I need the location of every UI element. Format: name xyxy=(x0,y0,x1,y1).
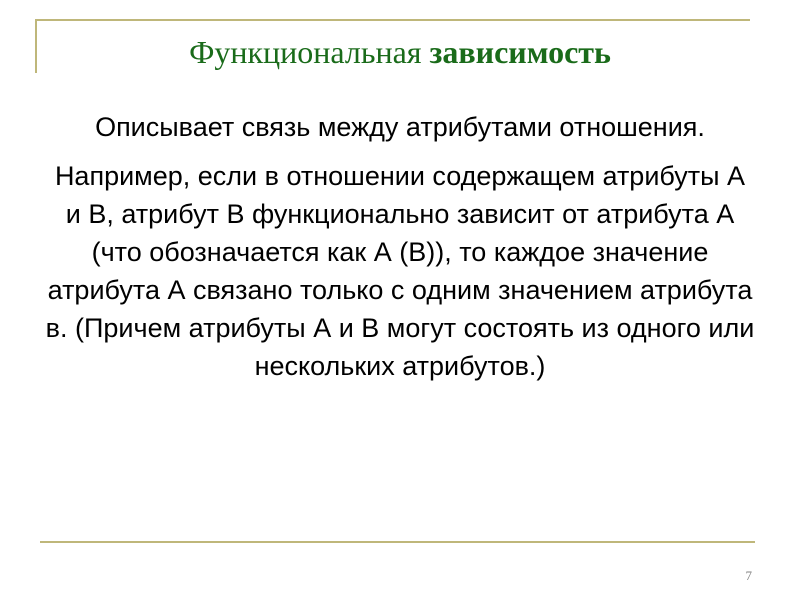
slide-body xyxy=(45,108,755,396)
slide-title-bold: зависимость xyxy=(429,34,611,70)
slide-title-regular: Функциональная xyxy=(189,34,430,70)
paragraph-definition: Описывает связь между атрибутами отношения. xyxy=(95,112,705,142)
page-number: 7 xyxy=(745,568,752,583)
top-rule xyxy=(35,19,750,21)
bottom-rule xyxy=(40,541,755,543)
slide-title xyxy=(0,30,800,74)
paragraph-example: Например, если в отношении содержащем атрибуты А и В, атрибут В функционально зависит от атрибута А (что обозначается как А (В)), то каждое значение атрибута А связано только с одним значением атрибута в. (Причем атрибуты А и В могут состоять из одного или нескольких атрибутов.) xyxy=(45,161,755,381)
